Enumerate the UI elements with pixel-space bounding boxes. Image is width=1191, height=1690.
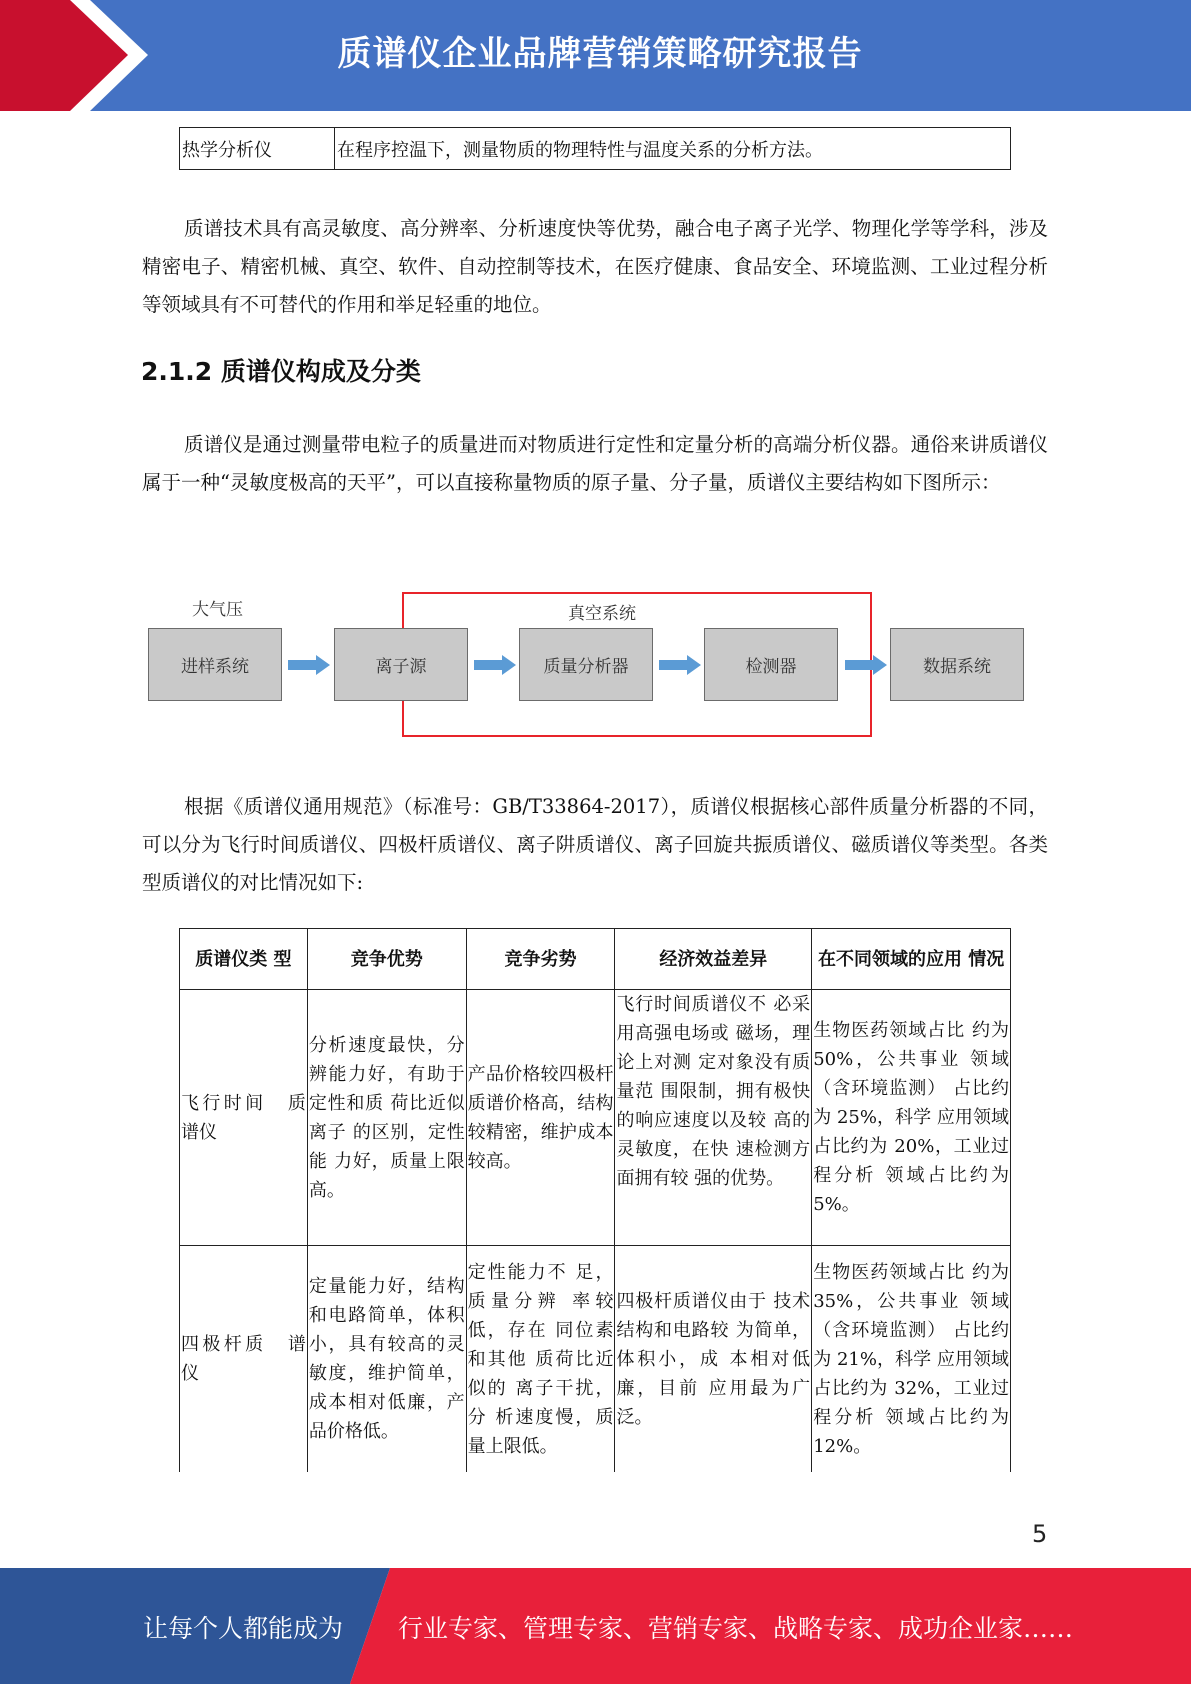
column-header-advantage: 竞争优势 (307, 929, 466, 990)
cell-economic: 四极杆质谱仪由于 技术结构和电路较 为简单，体积小，成 本相对低廉，目前 应用最为广泛。 (615, 1246, 812, 1473)
page-footer (0, 1568, 1191, 1684)
column-header-type: 质谱仪类 型 (180, 929, 308, 990)
arrow-right-icon (288, 655, 330, 675)
cell-economic: 飞行时间质谱仪不 必采用高强电场或 磁场，理论上对测 定对象没有质量范 围限制，拥有极快 的响应速度以及较 高的灵敏度，在快 速检测方面拥有较 强的优势。 (615, 990, 812, 1246)
arrow-right-icon (845, 655, 887, 675)
cell-type: 飞行时间 质谱仪 (180, 990, 308, 1246)
mass-spec-structure-diagram (140, 585, 1040, 745)
cell-type: 四极杆质 谱仪 (180, 1246, 308, 1473)
vacuum-label: 真空系统 (568, 599, 636, 624)
table-row (180, 1246, 1011, 1473)
column-header-application: 在不同领域的应用 情况 (812, 929, 1011, 990)
header-chevron-icon (0, 0, 160, 111)
paragraph-mass-spec-definition: 质谱仪是通过测量带电粒子的质量进而对物质进行定性和定量分析的高端分析仪器。通俗来讲质谱仪属于一种“灵敏度极高的天平”，可以直接称量物质的原子量、分子量，质谱仪主要结构如下图所示： (142, 433, 1048, 494)
cell-disadvantage: 定性能力不 足，质量分辨 率较低，存在 同位素和其他 质荷比近似的 离子干扰，分 析速度慢，质 量上限低。 (466, 1246, 615, 1473)
paragraph-mass-spec-advantages: 质谱技术具有高灵敏度、高分辨率、分析速度快等优势，融合电子离子光学、物理化学等学科，涉及精密电子、精密机械、真空、软件、自动控制等技术，在医疗健康、食品安全、环境监测、工业过程分析等领域具有不可替代的作用和举足轻重的地位。 (142, 217, 1048, 316)
report-title: 质谱仪企业品牌营销策略研究报告 (337, 34, 863, 74)
atmosphere-label: 大气压 (192, 600, 243, 620)
table-cell-desc: 在程序控温下，测量物质的物理特性与温度关系的分析方法。 (335, 128, 1011, 170)
cell-advantage: 分析速度最快，分辨能力好，有助于定性和质 荷比近似离子 的区别，定性能 力好，质量上限 高。 (307, 990, 466, 1246)
arrow-right-icon (474, 655, 516, 675)
table-row (180, 128, 1011, 170)
section-heading: 2.1.2 质谱仪构成及分类 (141, 357, 421, 386)
box-sampling-system: 进样系统 (148, 628, 282, 701)
box-detector: 检测器 (704, 628, 838, 701)
cell-application: 生物医药领域占比 约为 35%，公共事业 领域（含环境监测） 占比约为 21%，科学 应用领域占比约为 32%，工业过程分析 领域占比约为 12%。 (812, 1246, 1011, 1473)
arrow-right-icon (659, 655, 701, 675)
table-row (180, 990, 1011, 1246)
page-number: 5 (1032, 1520, 1048, 1548)
column-header-disadvantage: 竞争劣势 (466, 929, 615, 990)
footer-slogan-left: 让每个人都能成为 (143, 1614, 344, 1643)
paragraph-classification: 根据《质谱仪通用规范》（标准号：GB/T33864-2017），质谱仪根据核心部件质量分析器的不同，可以分为飞行时间质谱仪、四极杆质谱仪、离子阱质谱仪、离子回旋共振质谱仪、磁质谱仪等类型。各类型质谱仪的对比情况如下: (142, 795, 1048, 894)
box-mass-analyzer: 质量分析器 (519, 628, 653, 701)
instrument-table-fragment (179, 127, 1011, 170)
column-header-economic: 经济效益差异 (615, 929, 812, 990)
mass-spec-comparison-table (179, 928, 1011, 1472)
box-data-system: 数据系统 (890, 628, 1024, 701)
cell-disadvantage: 产品价格较四极杆质谱价格高，结构较精密，维护成本较高。 (466, 990, 615, 1246)
table-header-row (180, 929, 1011, 990)
box-ion-source: 离子源 (334, 628, 468, 701)
cell-application: 生物医药领域占比 约为 50%，公共事业 领域（含环境监测） 占比约为 25%，科学 应用领域占比约为 20%，工业过程分析 领域占比约为 5%。 (812, 990, 1011, 1246)
footer-slogan-right: 行业专家、管理专家、营销专家、战略专家、成功企业家…… (398, 1614, 1074, 1643)
cell-advantage: 定量能力好，结构和电路简单，体积小，具有较高的灵敏度，维护简单，成本相对低廉，产品价格低。 (307, 1246, 466, 1473)
table-cell-name: 热学分析仪 (180, 128, 335, 170)
page-header (0, 0, 1191, 111)
